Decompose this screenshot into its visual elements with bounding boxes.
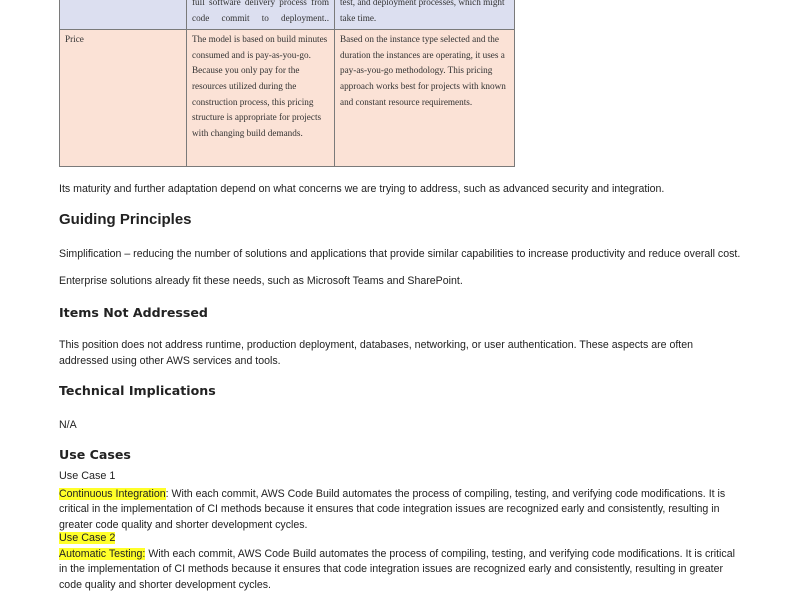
table-cell: The model is based on build minutes consumed and is pay-as-you-go. Because you only pay for the resources utilized during the construction process, this pricing structure is appropriate for projects with changing build demands. bbox=[187, 30, 335, 167]
highlighted-term: Continuous Integration bbox=[59, 488, 166, 500]
table-row bbox=[60, 0, 515, 30]
heading-use-cases: Use Cases bbox=[59, 447, 131, 462]
heading-technical-implications: Technical Implications bbox=[59, 383, 216, 398]
table-cell bbox=[60, 0, 187, 30]
highlighted-term: Automatic Testing: bbox=[59, 548, 146, 560]
use-case-2-text bbox=[59, 547, 735, 593]
table-cell: Based on the instance type selected and the duration the instances are operating, it uses a pay-as-you-go methodology. This pricing approach works best for projects with known and constant resource requirements. bbox=[335, 30, 515, 167]
use-case-1-text bbox=[59, 487, 735, 533]
paragraph: N/A bbox=[59, 419, 77, 431]
use-case-body: With each commit, AWS Code Build automates the process of compiling, testing, and verifying code modifications. It is critical in the implementation of CI methods because it ensures that code integration issues are recognized early and consistently, resulting in greater code quality and shorter development cycles. bbox=[59, 548, 735, 591]
row-label-price: Price bbox=[60, 30, 187, 167]
paragraph: This position does not address runtime, production deployment, databases, networking, or user authentication. These aspects are often addressed using other AWS services and tools. bbox=[59, 339, 694, 367]
maturity-paragraph: Its maturity and further adaptation depend on what concerns we are trying to address, such as advanced security and integration. bbox=[59, 183, 665, 195]
heading-items-not-addressed: Items Not Addressed bbox=[59, 305, 208, 320]
use-case-body: : With each commit, AWS Code Build automates the process of compiling, testing, and verifying code modifications. It is critical in the implementation of CI methods because it ensures that code integration issues are recognized early and consistently, resulting in greater code quality and shorter development cycles. bbox=[59, 488, 726, 531]
paragraph: Simplification – reducing the number of solutions and applications that provide similar capabilities to increase productivity and reduce overall cost. bbox=[59, 248, 741, 260]
paragraph: Enterprise solutions already fit these needs, such as Microsoft Teams and SharePoint. bbox=[59, 275, 463, 287]
highlighted-label: Use Case 2 bbox=[59, 532, 116, 544]
table-row bbox=[60, 30, 515, 167]
use-case-1-label: Use Case 1 bbox=[59, 470, 116, 482]
use-case-2-label bbox=[59, 532, 115, 544]
table-cell: test, and deployment processes, which might take time. bbox=[335, 0, 515, 30]
heading-guiding-principles: Guiding Principles bbox=[59, 211, 192, 228]
table-cell: full software delivery process from code commit to deployment.. bbox=[187, 0, 335, 30]
comparison-table bbox=[59, 0, 515, 167]
